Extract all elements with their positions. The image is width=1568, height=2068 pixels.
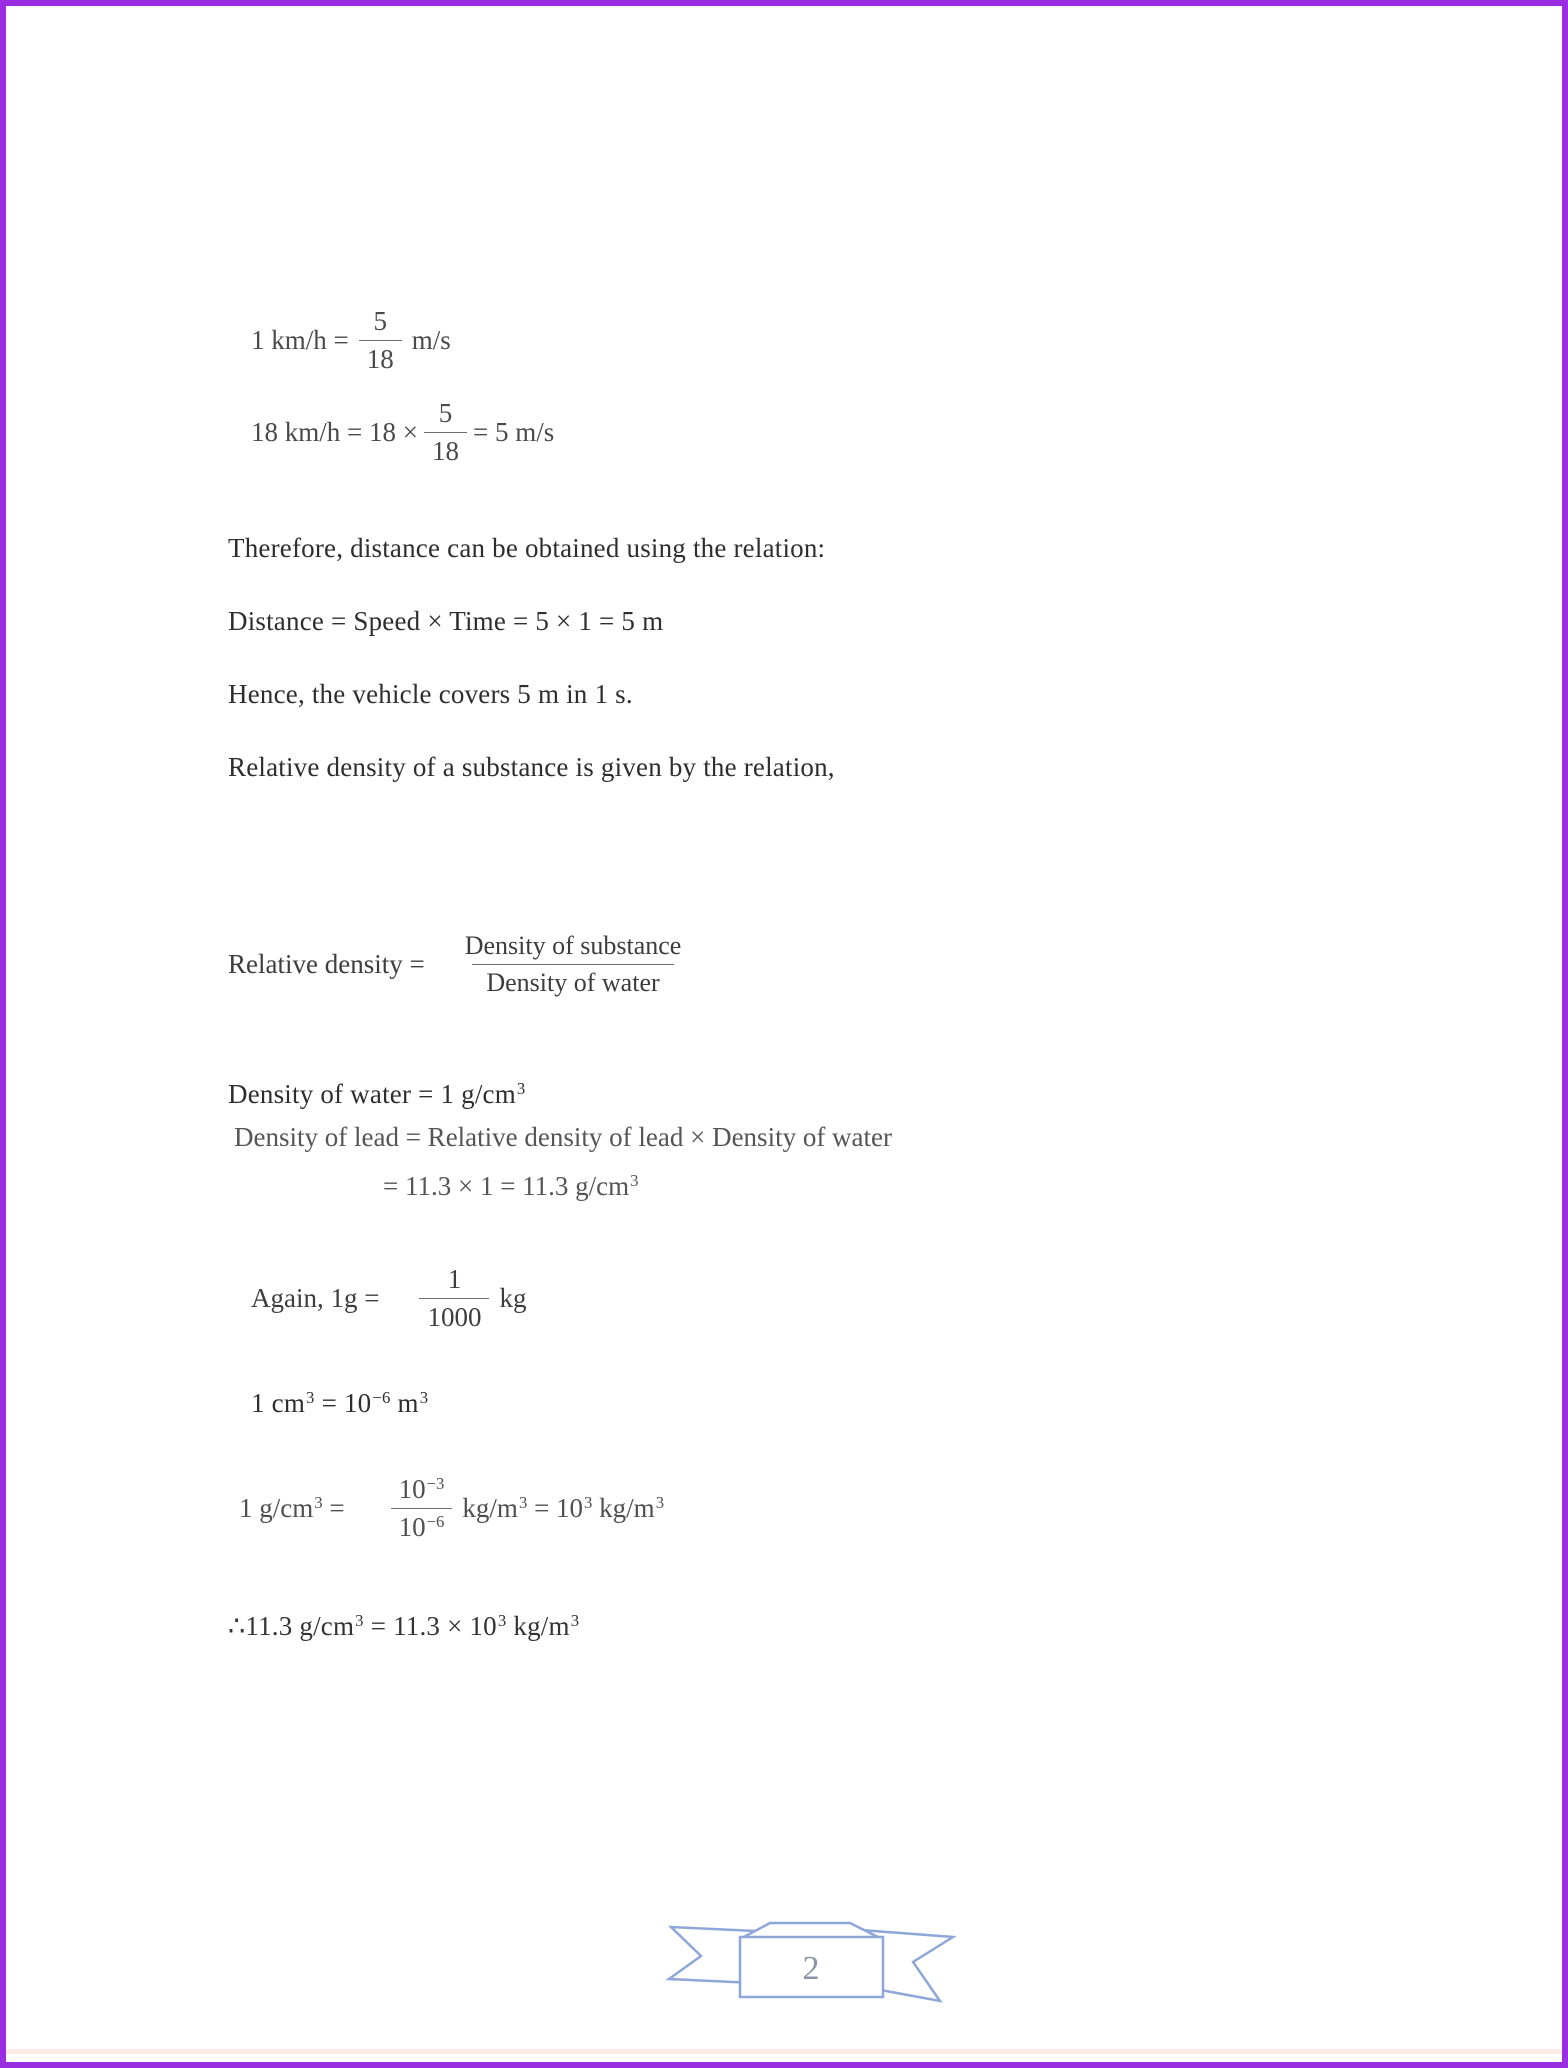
fraction-denominator: [391, 1508, 453, 1543]
superscript: −6: [426, 1511, 445, 1531]
equation-gcm3: [239, 1474, 664, 1543]
superscript: −3: [426, 1473, 445, 1493]
equation-result: [462, 1493, 664, 1524]
fraction-denominator: Density of water: [472, 964, 673, 998]
equation-kmh-conversion: [251, 306, 451, 375]
fraction-denominator: 18: [359, 340, 402, 375]
superscript: 3: [570, 1610, 580, 1630]
paragraph-relative-density: Relative density of a substance is given by the relation,: [228, 752, 835, 782]
fraction-numerator: 1: [447, 1264, 462, 1294]
superscript: 3: [419, 1387, 429, 1407]
line-text: Density of water = 1 g/cm: [228, 1079, 516, 1109]
superscript: 3: [516, 1078, 526, 1098]
fraction: [391, 1474, 453, 1543]
equation-result: = 5 m/s: [472, 417, 555, 448]
superscript: 3: [584, 1492, 593, 1512]
line-text: 10: [398, 1474, 426, 1504]
page-number: 2: [802, 1950, 820, 1987]
equation-text: 1 km/h =: [251, 325, 349, 356]
superscript: 3: [355, 1610, 364, 1630]
fraction: [359, 306, 402, 375]
line-text: = 10: [314, 1388, 372, 1418]
fraction-numerator: 5: [438, 398, 453, 428]
ribbon-banner-icon: [658, 1916, 962, 2016]
line-text: 10: [398, 1512, 426, 1543]
equation-text: [239, 1493, 345, 1524]
fraction-denominator: 1000: [419, 1298, 489, 1333]
superscript: 3: [655, 1492, 665, 1512]
paragraph-therefore: Therefore, distance can be obtained using the relation:: [228, 533, 826, 563]
equation-unit: kg: [499, 1283, 527, 1314]
line-cm3: [251, 1388, 428, 1419]
line-text: kg/m: [592, 1493, 655, 1524]
line-final-result: [228, 1611, 579, 1642]
equation-unit: m/s: [411, 325, 451, 356]
fraction: [451, 931, 696, 998]
fraction-numerator: [391, 1474, 453, 1508]
fraction: [419, 1264, 489, 1333]
equation-relative-density: [228, 931, 705, 998]
paragraph-hence: Hence, the vehicle covers 5 m in 1 s.: [228, 679, 633, 709]
line-text: =: [322, 1493, 345, 1524]
bottom-scan-stripe: [6, 2049, 1562, 2054]
superscript: 3: [314, 1492, 323, 1512]
equation-text: 18 km/h = 18 ×: [251, 417, 418, 448]
paragraph-distance: Distance = Speed × Time = 5 × 1 = 5 m: [228, 606, 664, 636]
line-text: m: [390, 1388, 419, 1418]
fraction-denominator: 18: [424, 432, 467, 467]
line-text: kg/m: [462, 1493, 518, 1524]
line-lead-result: [383, 1171, 639, 1202]
superscript: 3: [518, 1492, 528, 1512]
fraction-numerator: Density of substance: [464, 931, 682, 960]
fraction: [424, 398, 467, 467]
line-density-water: [228, 1079, 526, 1110]
line-text: = 10: [527, 1493, 584, 1524]
line-text: 1 cm: [251, 1388, 306, 1418]
line-text: 1 g/cm: [239, 1493, 314, 1524]
superscript: 3: [497, 1610, 507, 1630]
equation-18kmh: [251, 398, 554, 467]
line-text: ∴11.3 g/cm: [228, 1611, 355, 1641]
superscript: 3: [630, 1170, 639, 1190]
line-density-lead: Density of lead = Relative density of lead × Density of water: [234, 1122, 893, 1152]
fraction-numerator: 5: [373, 306, 387, 336]
page-number-ribbon: [658, 1916, 962, 2016]
superscript: 3: [306, 1387, 315, 1407]
equation-text: Relative density =: [228, 948, 425, 979]
superscript: −6: [372, 1387, 391, 1407]
line-text: = 11.3 × 1 = 11.3 g/cm: [383, 1171, 630, 1201]
equation-gram: [251, 1264, 526, 1333]
line-text: kg/m: [506, 1611, 570, 1641]
line-text: = 11.3 × 10: [363, 1611, 497, 1641]
equation-text: Again, 1g =: [251, 1283, 380, 1314]
